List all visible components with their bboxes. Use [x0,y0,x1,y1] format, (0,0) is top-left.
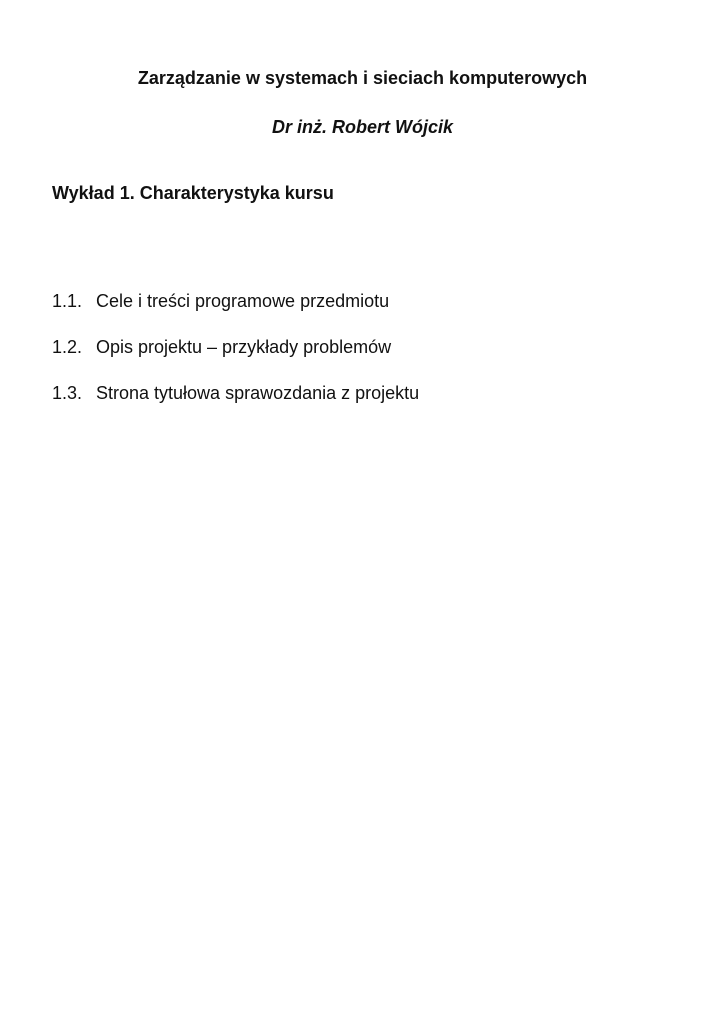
section-title: Opis projektu – przykłady problemów [96,337,392,357]
section-title: Strona tytułowa sprawozdania z projektu [96,383,420,403]
section-list [52,290,419,428]
section-item [52,382,419,428]
document-title: Zarządzanie w systemach i sieciach komputerowych [137,68,588,88]
section-item [52,336,419,382]
document-author: Dr inż. Robert Wójcik [271,117,453,137]
section-number: 1.2. [52,337,83,357]
lecture-heading: Wykład 1. Charakterystyka kursu [52,183,334,203]
section-number: 1.1. [52,291,83,311]
section-item [52,290,419,336]
section-number: 1.3. [52,383,83,403]
section-title: Cele i treści programowe przedmiotu [96,291,390,311]
